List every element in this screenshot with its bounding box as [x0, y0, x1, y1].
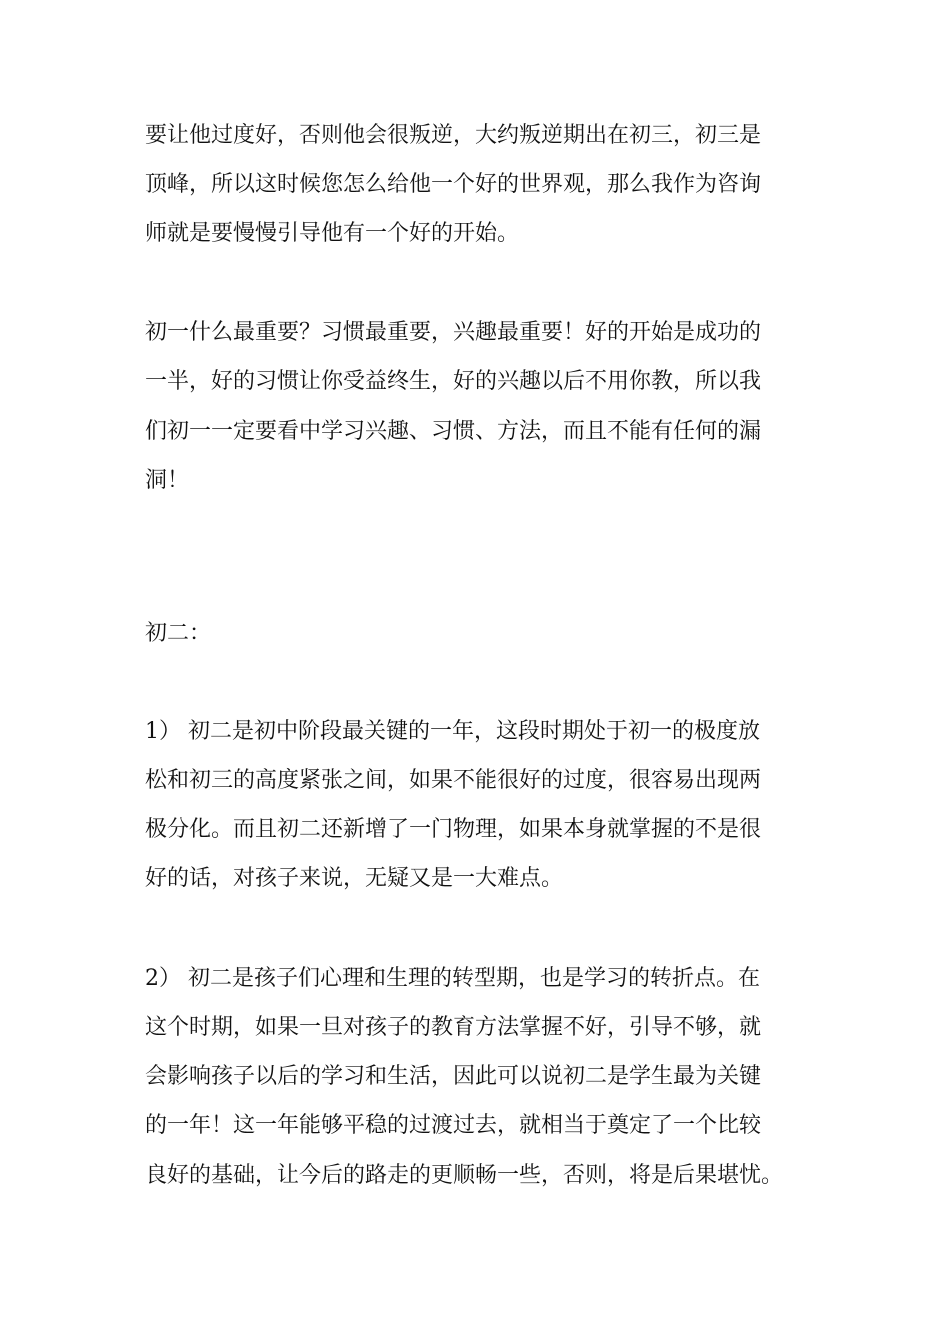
- paragraph-5-line-3: 会影响孩子以后的学习和生活，因此可以说初二是学生最为关键: [145, 1064, 762, 1089]
- paragraph-2-line-1: 初一什么最重要？习惯最重要，兴趣最重要！好的开始是成功的: [145, 320, 762, 345]
- paragraph-5-line-1: 2） 初二是孩子们心理和生理的转型期，也是学习的转折点。在: [145, 966, 760, 991]
- paragraph-2-line-2: 一半，好的习惯让你受益终生，好的兴趣以后不用你教，所以我: [145, 369, 762, 394]
- paragraph-5-line-5: 良好的基础，让今后的路走的更顺畅一些，否则，将是后果堪忧。: [145, 1163, 784, 1188]
- paragraph-4-line-2: 松和初三的高度紧张之间，如果不能很好的过度，很容易出现两: [145, 768, 762, 793]
- paragraph-1-line-1: 要让他过度好，否则他会很叛逆，大约叛逆期出在初三，初三是: [145, 123, 762, 148]
- paragraph-5-line-4: 的一年！这一年能够平稳的过渡过去，就相当于奠定了一个比较: [145, 1113, 762, 1138]
- paragraph-2-line-4: 洞！: [145, 468, 190, 493]
- paragraph-2-line-3: 们初一一定要看中学习兴趣、习惯、方法，而且不能有任何的漏: [145, 419, 762, 444]
- paragraph-4-line-3: 极分化。而且初二还新增了一门物理，如果本身就掌握的不是很: [145, 817, 762, 842]
- section-heading: 初二：: [145, 621, 212, 646]
- paragraph-5-line-2: 这个时期，如果一旦对孩子的教育方法掌握不好，引导不够，就: [145, 1015, 762, 1040]
- paragraph-4-line-4: 好的话，对孩子来说，无疑又是一大难点。: [145, 866, 564, 891]
- paragraph-4-line-1: 1） 初二是初中阶段最关键的一年，这段时期处于初一的极度放: [145, 719, 760, 744]
- paragraph-1-line-2: 顶峰，所以这时候您怎么给他一个好的世界观，那么我作为咨询: [145, 172, 762, 197]
- paragraph-1-line-3: 师就是要慢慢引导他有一个好的开始。: [145, 221, 520, 246]
